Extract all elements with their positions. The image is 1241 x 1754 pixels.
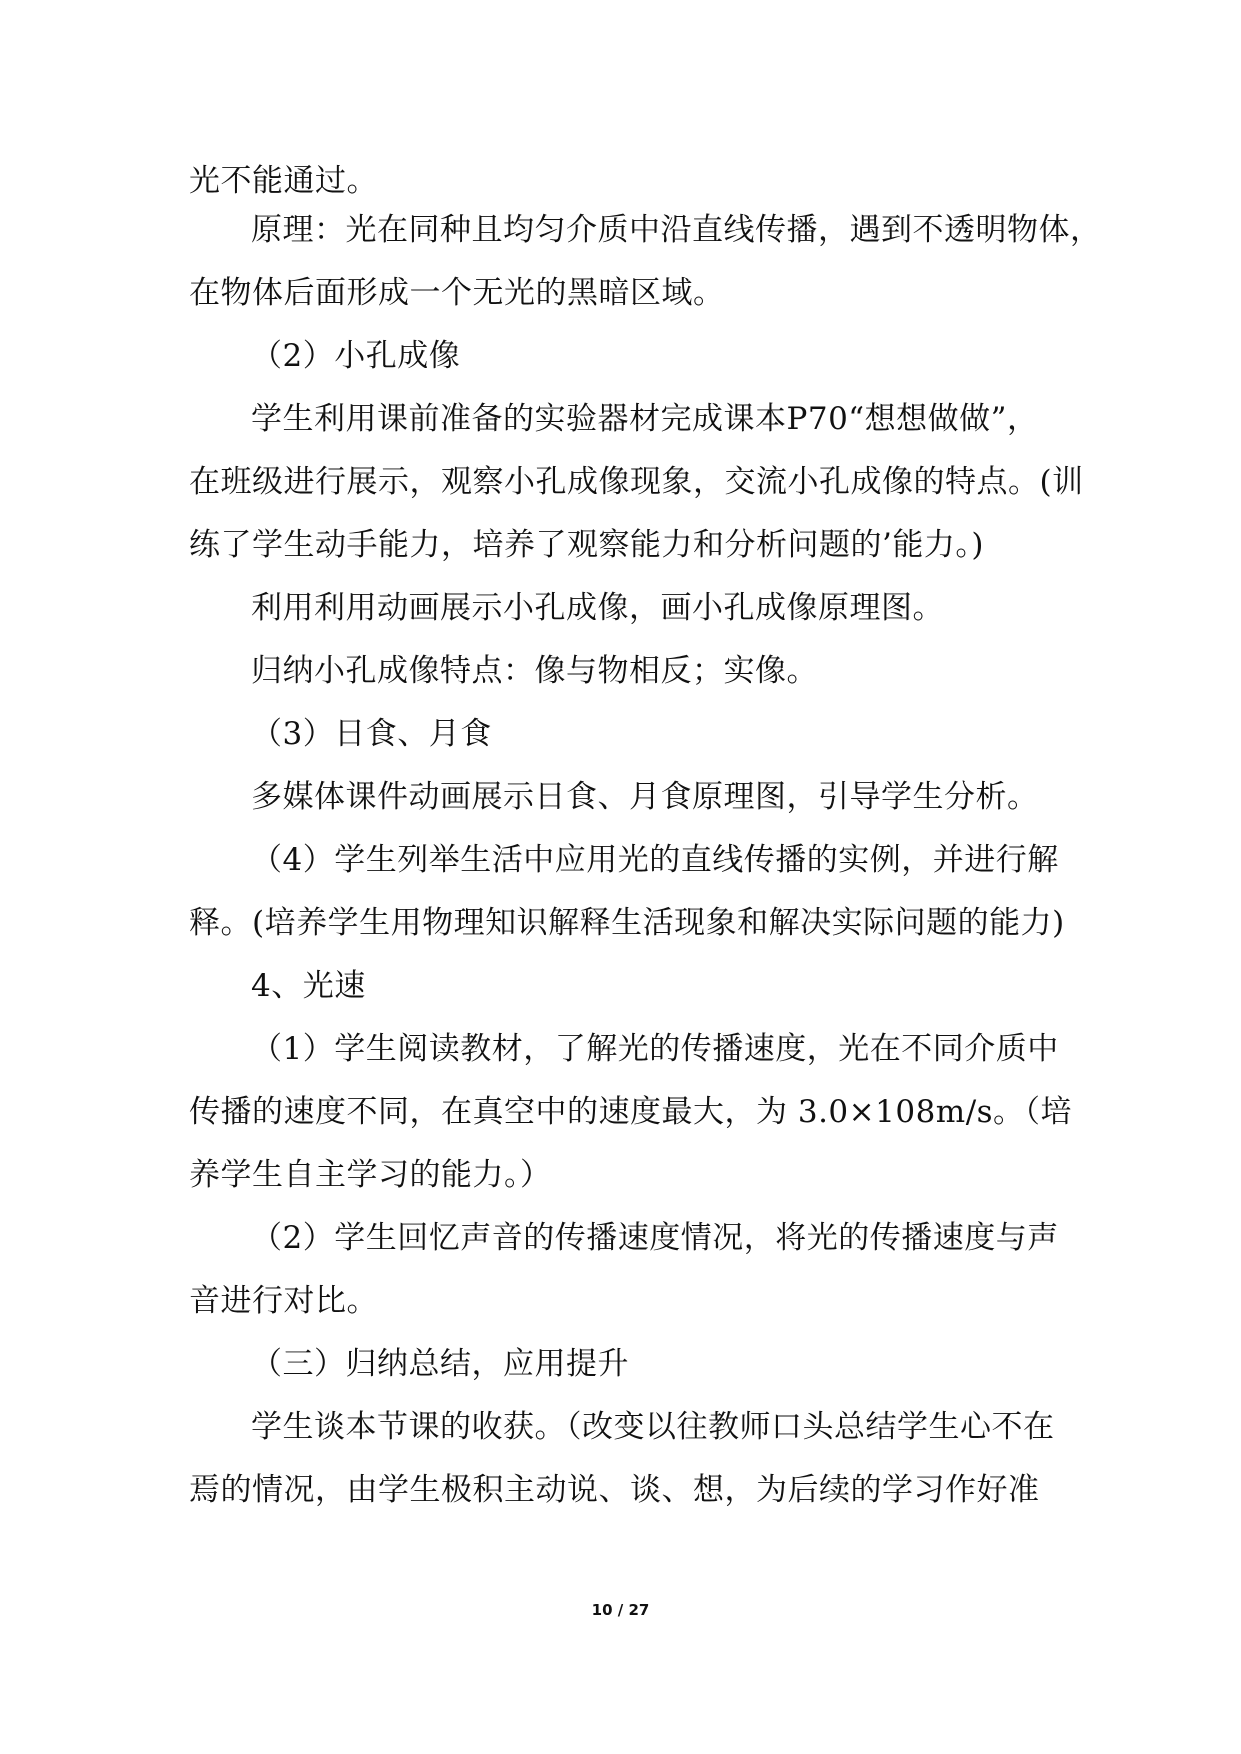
text-line: 多媒体课件动画展示日食、月食原理图，引导学生分析。 xyxy=(251,779,1039,815)
text-line: 音进行对比。 xyxy=(189,1283,378,1319)
text-line: （三）归纳总结，应用提升 xyxy=(251,1346,629,1382)
text-line: 原理：光在同种且均匀介质中沿直线传播，遇到不透明物体， xyxy=(251,212,1102,248)
text-line: 练了学生动手能力，培养了观察能力和分析问题的’能力。) xyxy=(189,527,984,563)
text-line: 传播的速度不同，在真空中的速度最大，为 3.0×108m/s。（培 xyxy=(189,1094,1073,1130)
text-line: 4、光速 xyxy=(251,968,366,1004)
text-line: 在班级进行展示，观察小孔成像现象，交流小孔成像的特点。(训 xyxy=(189,464,1084,500)
text-line: 养学生自主学习的能力。） xyxy=(189,1157,552,1193)
text-line: 归纳小孔成像特点：像与物相反；实像。 xyxy=(251,653,818,689)
text-line: （2）学生回忆声音的传播速度情况，将光的传播速度与声 xyxy=(251,1220,1059,1256)
text-line: 利用利用动画展示小孔成像，画小孔成像原理图。 xyxy=(251,590,944,626)
text-line: 焉的情况，由学生极积主动说、谈、想，为后续的学习作好准 xyxy=(189,1472,1040,1508)
text-line: （4）学生列举生活中应用光的直线传播的实例，并进行解 xyxy=(251,842,1059,878)
text-line: 释。(培养学生用物理知识解释生活现象和解决实际问题的能力) xyxy=(189,905,1065,941)
text-line: （3）日食、月食 xyxy=(251,716,492,752)
text-line: （1）学生阅读教材，了解光的传播速度，光在不同介质中 xyxy=(251,1031,1059,1067)
text-line: 学生谈本节课的收获。（改变以往教师口头总结学生心不在 xyxy=(251,1409,1055,1445)
page-number: 10 / 27 xyxy=(591,1601,650,1619)
text-line: 在物体后面形成一个无光的黑暗区域。 xyxy=(189,275,725,311)
text-line: （2）小孔成像 xyxy=(251,338,461,374)
text-line: 学生利用课前准备的实验器材完成课本P70“想想做做”， xyxy=(251,401,1039,437)
text-line: 光不能通过。 xyxy=(189,163,378,199)
